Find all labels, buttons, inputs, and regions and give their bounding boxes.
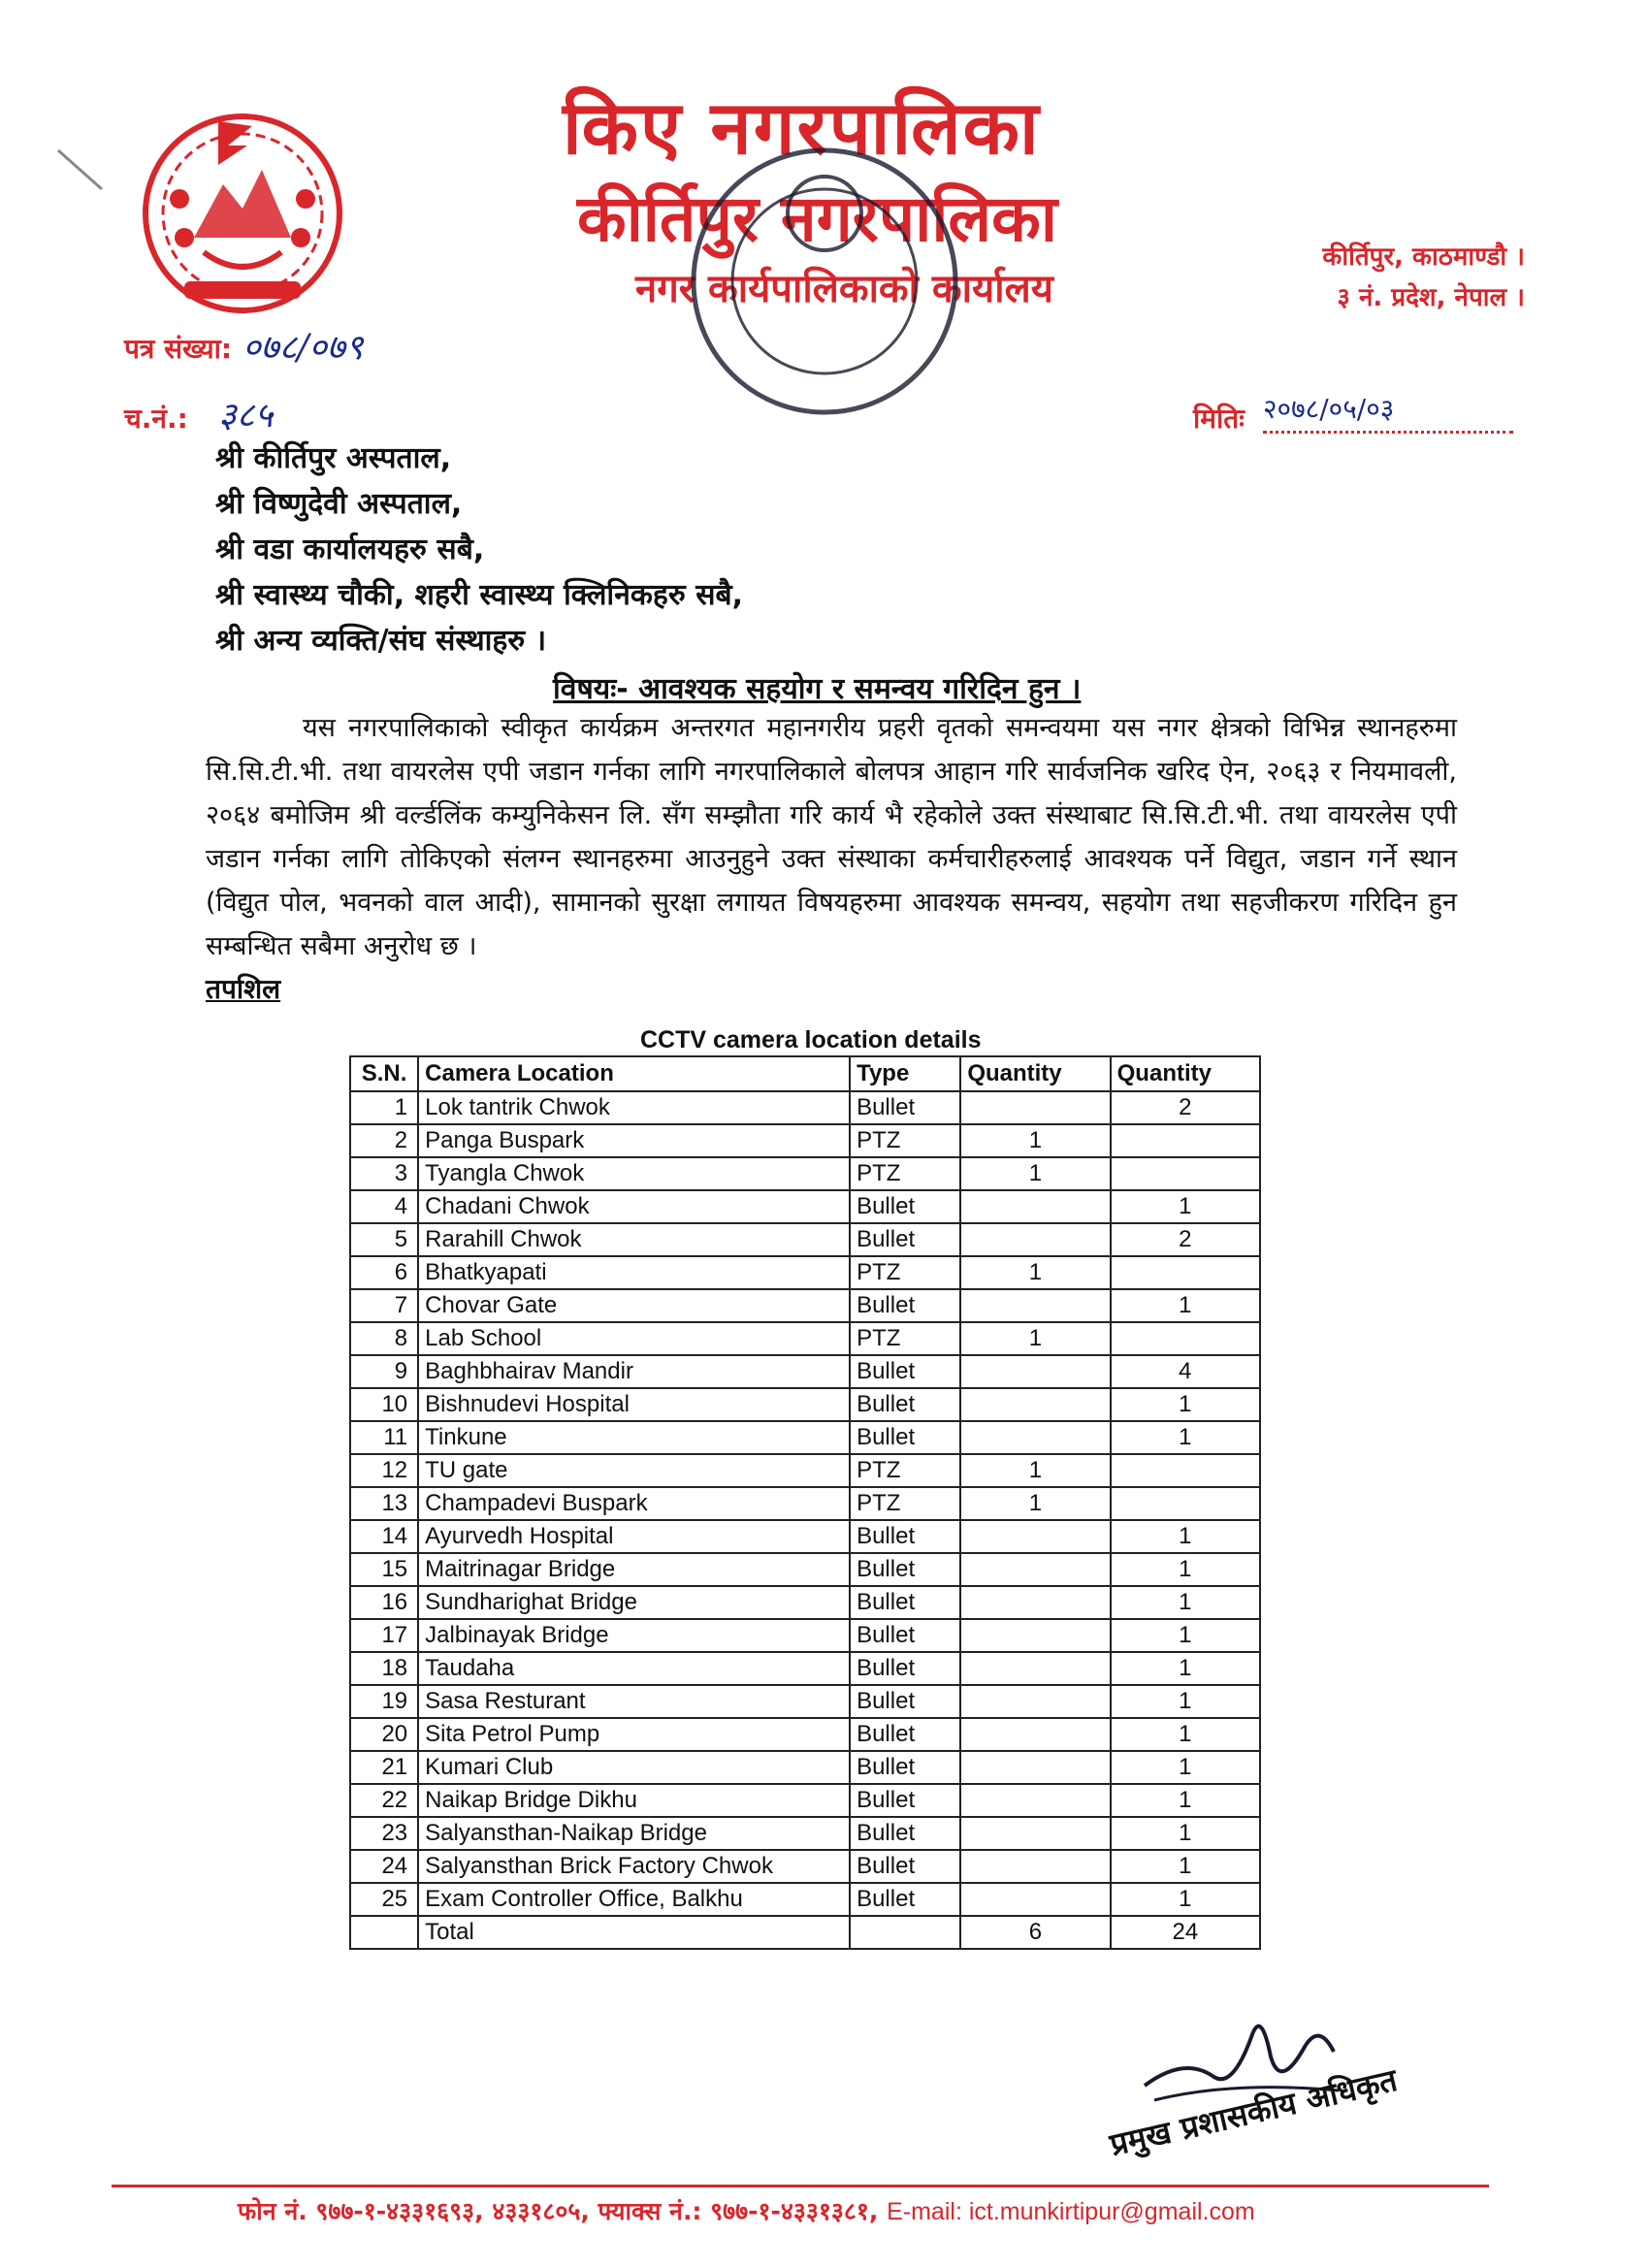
quantity-bullet-cell: 1 (1111, 1751, 1260, 1784)
quantity-ptz-cell (960, 1091, 1110, 1124)
location-cell: Jalbinayak Bridge (418, 1619, 850, 1652)
sn-cell: 14 (350, 1520, 418, 1553)
location-cell: Panga Buspark (418, 1124, 850, 1157)
date-value: २०७८/०५/०३ (1263, 390, 1513, 434)
location-cell: Taudaha (418, 1652, 850, 1685)
table-row (350, 1223, 1260, 1256)
sn-cell: 11 (350, 1421, 418, 1454)
sn-cell: 23 (350, 1817, 418, 1850)
location-cell: Lab School (418, 1322, 850, 1355)
sn-cell: 8 (350, 1322, 418, 1355)
quantity-bullet-cell: 1 (1111, 1850, 1260, 1883)
quantity-bullet-cell: 4 (1111, 1355, 1260, 1388)
total-sn-cell (350, 1916, 418, 1949)
recipient-line: श्री वडा कार्यालयहरु सबै, (215, 533, 485, 567)
quantity-bullet-cell: 1 (1111, 1289, 1260, 1322)
sn-cell: 7 (350, 1289, 418, 1322)
sn-cell: 12 (350, 1454, 418, 1487)
quantity-ptz-cell (960, 1619, 1110, 1652)
quantity-ptz-cell (960, 1883, 1110, 1916)
sn-cell: 17 (350, 1619, 418, 1652)
quantity-bullet-cell (1111, 1487, 1260, 1520)
table-row (350, 1520, 1260, 1553)
type-cell: Bullet (850, 1850, 960, 1883)
letter-subject: विषयः- आवश्यक सहयोग र समन्वय गरिदिन हुन । (553, 672, 1082, 706)
sn-cell: 1 (350, 1091, 418, 1124)
location-cell: TU gate (418, 1454, 850, 1487)
location-cell: Sita Petrol Pump (418, 1718, 850, 1751)
quantity-bullet-cell: 1 (1111, 1817, 1260, 1850)
quantity-ptz-cell: 1 (960, 1157, 1110, 1190)
quantity-ptz-cell (960, 1388, 1110, 1421)
quantity-ptz-cell (960, 1586, 1110, 1619)
table-row (350, 1454, 1260, 1487)
dispatch-number-label: च.नं.: (124, 403, 188, 435)
table-row (350, 1289, 1260, 1322)
quantity-ptz-cell (960, 1520, 1110, 1553)
sn-cell: 6 (350, 1256, 418, 1289)
total-label: Total (418, 1916, 850, 1949)
type-cell: Bullet (850, 1883, 960, 1916)
table-row (350, 1652, 1260, 1685)
type-cell: Bullet (850, 1619, 960, 1652)
quantity-bullet-cell (1111, 1124, 1260, 1157)
sn-cell: 20 (350, 1718, 418, 1751)
footer-email: E-mail: ict.munkirtipur@gmail.com (887, 2198, 1255, 2225)
sn-cell: 21 (350, 1751, 418, 1784)
quantity-ptz-cell (960, 1289, 1110, 1322)
quantity-ptz-cell (960, 1190, 1110, 1223)
sn-cell: 2 (350, 1124, 418, 1157)
quantity-ptz-cell (960, 1685, 1110, 1718)
quantity-ptz-cell (960, 1421, 1110, 1454)
table-row (350, 1190, 1260, 1223)
quantity-bullet-cell (1111, 1157, 1260, 1190)
type-cell: Bullet (850, 1553, 960, 1586)
location-cell: Champadevi Buspark (418, 1487, 850, 1520)
sn-cell: 4 (350, 1190, 418, 1223)
location-cell: Maitrinagar Bridge (418, 1553, 850, 1586)
table-row (350, 1421, 1260, 1454)
column-header: S.N. (350, 1056, 418, 1091)
table-row (350, 1322, 1260, 1355)
type-cell: PTZ (850, 1256, 960, 1289)
table-row (350, 1487, 1260, 1520)
office-stamp-icon (679, 136, 970, 427)
table-row (350, 1718, 1260, 1751)
location-cell: Chadani Chwok (418, 1190, 850, 1223)
quantity-ptz-cell (960, 1751, 1110, 1784)
ref-number-value: ०७८/०७९ (242, 328, 364, 368)
ref-number-label: पत्र संख्या: (124, 333, 233, 365)
recipient-line: श्री कीर्तिपुर अस्पताल, (215, 441, 452, 475)
sn-cell: 10 (350, 1388, 418, 1421)
type-cell: Bullet (850, 1718, 960, 1751)
footer-divider (112, 2185, 1489, 2187)
address-line-2: ३ नं. प्रदेश, नेपाल । (1337, 283, 1525, 312)
table-row (350, 1619, 1260, 1652)
total-quantity-ptz: 6 (960, 1916, 1110, 1949)
table-row (350, 1883, 1260, 1916)
quantity-bullet-cell: 1 (1111, 1190, 1260, 1223)
quantity-bullet-cell: 1 (1111, 1652, 1260, 1685)
location-cell: Chovar Gate (418, 1289, 850, 1322)
footer-phone: फोन नं. ९७७-१-४३३१६९३, ४३३१८०५, फ्याक्स नं.: ९७७-१-४३३१३८१, (238, 2197, 879, 2225)
sn-cell: 22 (350, 1784, 418, 1817)
total-quantity-bullet: 24 (1111, 1916, 1260, 1949)
location-cell: Exam Controller Office, Balkhu (418, 1883, 850, 1916)
quantity-bullet-cell: 1 (1111, 1784, 1260, 1817)
footer-contact (238, 2194, 1255, 2227)
quantity-bullet-cell: 1 (1111, 1619, 1260, 1652)
quantity-bullet-cell (1111, 1256, 1260, 1289)
table-title: CCTV camera location details (640, 1026, 982, 1053)
total-type-cell (850, 1916, 960, 1949)
location-cell: Lok tantrik Chwok (418, 1091, 850, 1124)
table-row (350, 1751, 1260, 1784)
quantity-bullet-cell: 1 (1111, 1421, 1260, 1454)
sn-cell: 18 (350, 1652, 418, 1685)
quantity-ptz-cell (960, 1784, 1110, 1817)
quantity-bullet-cell (1111, 1322, 1260, 1355)
location-cell: Tyangla Chwok (418, 1157, 850, 1190)
type-cell: Bullet (850, 1190, 960, 1223)
recipient-line: श्री स्वास्थ्य चौकी, शहरी स्वास्थ्य क्लिनिकहरु सबै, (215, 578, 744, 612)
letter-body (206, 706, 1457, 968)
quantity-bullet-cell: 2 (1111, 1091, 1260, 1124)
quantity-ptz-cell: 1 (960, 1256, 1110, 1289)
sn-cell: 16 (350, 1586, 418, 1619)
sn-cell: 19 (350, 1685, 418, 1718)
type-cell: PTZ (850, 1322, 960, 1355)
signatory-designation: प्रमुख प्रशासकीय अधिकृत (1106, 2060, 1401, 2163)
table-row (350, 1817, 1260, 1850)
quantity-ptz-cell (960, 1355, 1110, 1388)
recipient-line: श्री अन्य व्यक्ति/संघ संस्थाहरु । (215, 624, 547, 658)
type-cell: PTZ (850, 1157, 960, 1190)
recipient-line: श्री विष्णुदेवी अस्पताल, (215, 487, 463, 521)
quantity-bullet-cell: 1 (1111, 1718, 1260, 1751)
sn-cell: 3 (350, 1157, 418, 1190)
table-body (350, 1091, 1260, 1916)
details-heading: तपशिल (206, 973, 281, 1005)
quantity-ptz-cell (960, 1850, 1110, 1883)
location-cell: Ayurvedh Hospital (418, 1520, 850, 1553)
table-header-row (350, 1056, 1260, 1091)
type-cell: PTZ (850, 1487, 960, 1520)
type-cell: Bullet (850, 1751, 960, 1784)
letterhead-office-name: नगर कार्यपालिकाको कार्यालय (635, 267, 1053, 311)
location-cell: Kumari Club (418, 1751, 850, 1784)
quantity-ptz-cell: 1 (960, 1487, 1110, 1520)
table-row (350, 1124, 1260, 1157)
date-label: मितिः (1193, 403, 1245, 435)
sn-cell: 15 (350, 1553, 418, 1586)
column-header: Quantity (1111, 1056, 1260, 1091)
quantity-ptz-cell: 1 (960, 1454, 1110, 1487)
sn-cell: 13 (350, 1487, 418, 1520)
table-row (350, 1685, 1260, 1718)
location-cell: Rarahill Chwok (418, 1223, 850, 1256)
column-header: Quantity (960, 1056, 1110, 1091)
location-cell: Naikap Bridge Dikhu (418, 1784, 850, 1817)
sn-cell: 25 (350, 1883, 418, 1916)
table-row (350, 1850, 1260, 1883)
quantity-ptz-cell (960, 1718, 1110, 1751)
type-cell: Bullet (850, 1817, 960, 1850)
table-row (350, 1157, 1260, 1190)
column-header: Camera Location (418, 1056, 850, 1091)
address-line-1: कीर्तिपुर, काठमाण्डौ । (1322, 243, 1525, 272)
dispatch-number-value: ३८५ (218, 396, 274, 436)
location-cell: Bishnudevi Hospital (418, 1388, 850, 1421)
quantity-bullet-cell: 1 (1111, 1553, 1260, 1586)
quantity-ptz-cell: 1 (960, 1322, 1110, 1355)
quantity-bullet-cell: 1 (1111, 1586, 1260, 1619)
table-row (350, 1355, 1260, 1388)
letterhead-title-top: किए नगरपालिका (563, 84, 1041, 171)
type-cell: Bullet (850, 1421, 960, 1454)
quantity-bullet-cell: 1 (1111, 1520, 1260, 1553)
location-cell: Salyansthan-Naikap Bridge (418, 1817, 850, 1850)
table-row (350, 1586, 1260, 1619)
type-cell: Bullet (850, 1388, 960, 1421)
location-cell: Sasa Resturant (418, 1685, 850, 1718)
type-cell: PTZ (850, 1124, 960, 1157)
quantity-bullet-cell: 1 (1111, 1685, 1260, 1718)
quantity-bullet-cell: 1 (1111, 1883, 1260, 1916)
cctv-location-table (349, 1055, 1261, 1950)
location-cell: Salyansthan Brick Factory Chwok (418, 1850, 850, 1883)
quantity-ptz-cell (960, 1553, 1110, 1586)
type-cell: Bullet (850, 1586, 960, 1619)
sn-cell: 9 (350, 1355, 418, 1388)
type-cell: Bullet (850, 1784, 960, 1817)
type-cell: Bullet (850, 1652, 960, 1685)
type-cell: Bullet (850, 1223, 960, 1256)
table-row (350, 1388, 1260, 1421)
quantity-bullet-cell: 2 (1111, 1223, 1260, 1256)
sn-cell: 5 (350, 1223, 418, 1256)
quantity-ptz-cell (960, 1652, 1110, 1685)
table-row (350, 1784, 1260, 1817)
table-row (350, 1553, 1260, 1586)
location-cell: Tinkune (418, 1421, 850, 1454)
table-row (350, 1256, 1260, 1289)
letter-body-text: यस नगरपालिकाको स्वीकृत कार्यक्रम अन्तरगत महानगरीय प्रहरी वृतको समन्वयमा यस नगर क्षेत्रको विभिन्न स्थानहरुमा सि.सि.टी.भी. तथा वायरलेस एपी जडान गर्नका लागि नगरपालिकाले बोलपत्र आहान गरि सार्वजनिक खरिद ऐन, २०६३ र नियमावली, २०६४ बमोजिम श्री वर्ल्डलिंक कम्युनिकेसन लि. सँग सम्झौता गरि कार्य भै रहेकोले उक्त संस्थाबाट सि.सि.टी.भी. तथा वायरलेस एपी जडान गर्नका लागि तोकिएको संलग्न स्थानहरुमा आउनुहुने उक्त संस्थाका कर्मचारीहरुलाई आवश्यक पर्ने विद्युत, जडान गर्ने स्थान (विद्युत पोल, भवनको वाल आदी), सामानको सुरक्षा लगायत विषयहरुमा आवश्यक समन्वय, सहयोग तथा सहजीकरण गरिदिन हुन सम्बन्धित सबैमा अनुरोध छ । (206, 713, 1457, 961)
table-row (350, 1091, 1260, 1124)
sn-cell: 24 (350, 1850, 418, 1883)
quantity-bullet-cell (1111, 1454, 1260, 1487)
quantity-ptz-cell: 1 (960, 1124, 1110, 1157)
location-cell: Baghbhairav Mandir (418, 1355, 850, 1388)
quantity-ptz-cell (960, 1223, 1110, 1256)
type-cell: Bullet (850, 1520, 960, 1553)
type-cell: Bullet (850, 1289, 960, 1322)
type-cell: Bullet (850, 1355, 960, 1388)
location-cell: Bhatkyapati (418, 1256, 850, 1289)
letterhead-title-main: कीर्तिपुर नगरपालिका (577, 181, 1057, 256)
location-cell: Sundharighat Bridge (418, 1586, 850, 1619)
quantity-bullet-cell: 1 (1111, 1388, 1260, 1421)
column-header: Type (850, 1056, 960, 1091)
type-cell: Bullet (850, 1091, 960, 1124)
type-cell: Bullet (850, 1685, 960, 1718)
type-cell: PTZ (850, 1454, 960, 1487)
quantity-ptz-cell (960, 1817, 1110, 1850)
table-total-row (350, 1916, 1260, 1949)
nepal-emblem-icon (126, 92, 359, 325)
scan-mark (53, 146, 112, 194)
